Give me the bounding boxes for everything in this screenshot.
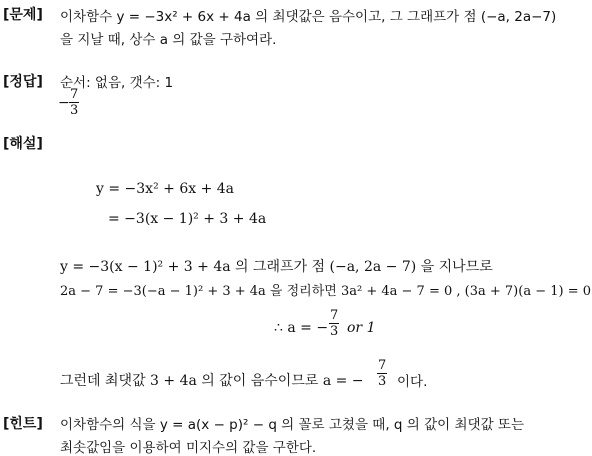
answer-minus: −: [58, 95, 70, 111]
answer-numerator: 7: [70, 87, 79, 102]
solution-line-6-denominator: 3: [378, 374, 387, 389]
solution-line-6-suffix: 이다.: [397, 374, 428, 390]
solution-line-6-prefix: 그런데 최댓값 3 + 4a 의 값이 음수이므로 a = −: [60, 373, 364, 389]
hint-line-1: 이차함수의 식을 y = a(x − p)² − q 의 꼴로 고쳤을 때, q 의 값이 최댓값 또는: [60, 417, 524, 433]
problem-line-2: 을 지날 때, 상수 a 의 값을 구하여라.: [60, 32, 277, 48]
answer-label: [정답]: [3, 74, 43, 90]
therefore-fraction: [329, 309, 339, 340]
solution-line-6-numerator: 7: [378, 358, 387, 373]
hint-label: [힌트]: [3, 416, 43, 432]
solution-line-3: y = −3(x − 1)² + 3 + 4a 의 그래프가 점 (−a, 2a − 7) 을 지나므로: [60, 259, 493, 275]
therefore-numerator: 7: [330, 308, 339, 323]
solution-label: [해설]: [3, 136, 43, 152]
answer-fraction: [69, 88, 79, 119]
solution-equation-1: y = −3x² + 6x + 4a: [96, 181, 235, 197]
hint-line-2: 최솟값임을 이용하여 미지수의 값을 구한다.: [60, 440, 317, 456]
answer-denominator: 3: [70, 103, 79, 118]
solution-line-4: 2a − 7 = −3(−a − 1)² + 3 + 4a 을 정리하면 3a² + 4a − 7 = 0 , (3a + 7)(a − 1) = 0: [60, 284, 591, 299]
answer-line-1: 순서: 없음, 갯수: 1: [60, 75, 174, 91]
solution-equation-2: = −3(x − 1)² + 3 + 4a: [108, 211, 267, 227]
therefore-prefix: ∴ a = −: [274, 320, 329, 336]
problem-line-1: 이차함수 y = −3x² + 6x + 4a 의 최댓값은 음수이고, 그 그래프가 점 (−a, 2a−7): [60, 9, 557, 25]
therefore-suffix: or 1: [347, 320, 376, 336]
therefore-denominator: 3: [330, 324, 339, 339]
solution-line-6-fraction: [377, 359, 387, 390]
problem-label: [문제]: [3, 7, 43, 23]
